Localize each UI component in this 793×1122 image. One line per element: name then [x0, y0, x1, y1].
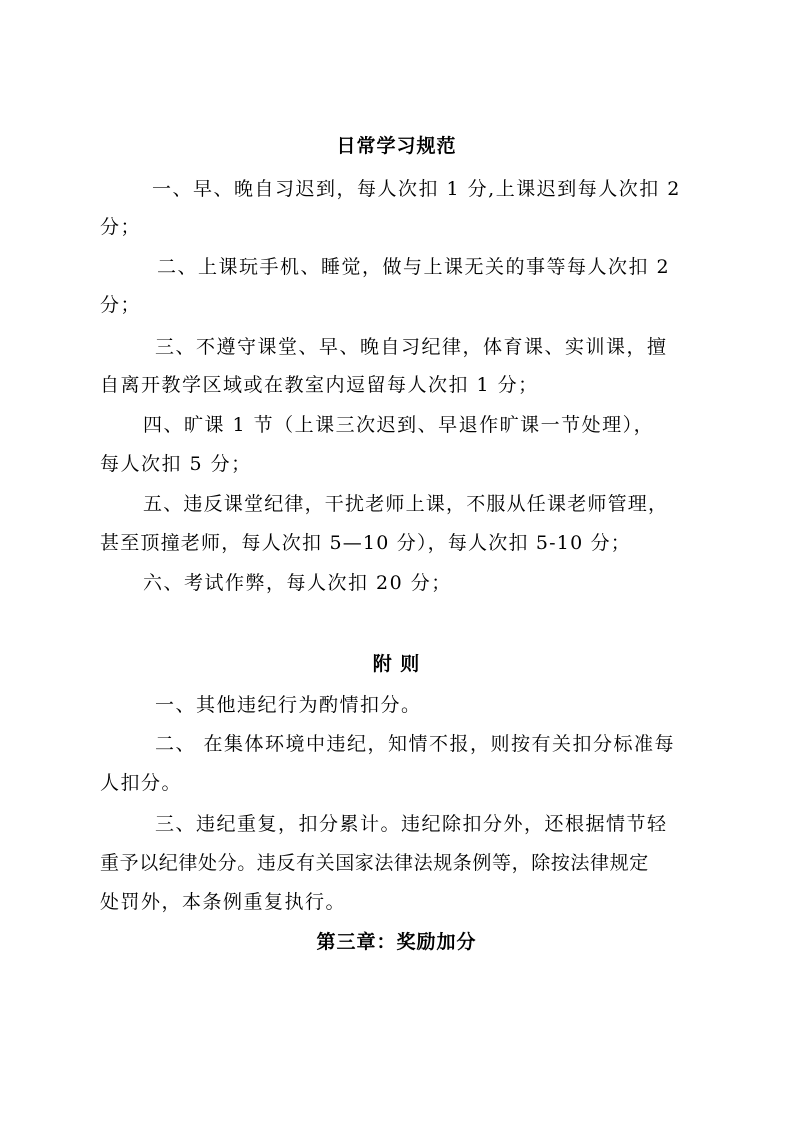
- chapter-title: 第三章：奖励加分: [316, 931, 477, 953]
- rule-5-line-1: 五、违反课堂纪律，干扰老师上课，不服从任课老师管理，: [143, 493, 669, 515]
- rule-4-line-1: 四、旷课 1 节（上课三次迟到、早退作旷课一节处理），: [143, 414, 655, 436]
- rule-4-line-2: 每人次扣 5 分；: [100, 453, 252, 475]
- rule-3-line-1: 三、不遵守课堂、早、晚自习纪律，体育课、实训课，擅: [155, 336, 668, 358]
- rule-1-line-1: 一、早、晚自习迟到，每人次扣 1 分,上课迟到每人次扣 2: [152, 178, 681, 200]
- appendix-2-line-2: 人扣分。: [100, 772, 183, 794]
- rule-2-line-2: 分；: [100, 294, 142, 316]
- section-title-daily: 日常学习规范: [336, 135, 457, 157]
- rule-3-line-2: 自离开教学区域或在教室内逗留每人次扣 1 分；: [100, 374, 539, 396]
- appendix-3-line-2: 重予以纪律处分。违反有关国家法律法规条例等，除按法律规定: [100, 852, 649, 874]
- appendix-3-line-3: 处罚外，本条例重复执行。: [100, 891, 347, 913]
- appendix-3-line-1: 三、违纪重复，扣分累计。违纪除扣分外，还根据情节轻: [155, 813, 668, 835]
- rule-1-line-2: 分；: [100, 216, 142, 238]
- rule-6-line-1: 六、考试作弊，每人次扣 20 分；: [143, 572, 452, 594]
- appendix-2-line-1: 二、 在集体环境中违纪，知情不报，则按有关扣分标准每: [155, 733, 676, 755]
- rule-5-line-2: 甚至顶撞老师，每人次扣 5—10 分），每人次扣 5-10 分；: [100, 532, 632, 554]
- appendix-1-line-1: 一、其他违纪行为酌情扣分。: [155, 694, 422, 716]
- section-title-appendix: 附 则: [372, 653, 421, 675]
- rule-2-line-1: 二、上课玩手机、睡觉，做与上课无关的事等每人次扣 2: [157, 256, 671, 278]
